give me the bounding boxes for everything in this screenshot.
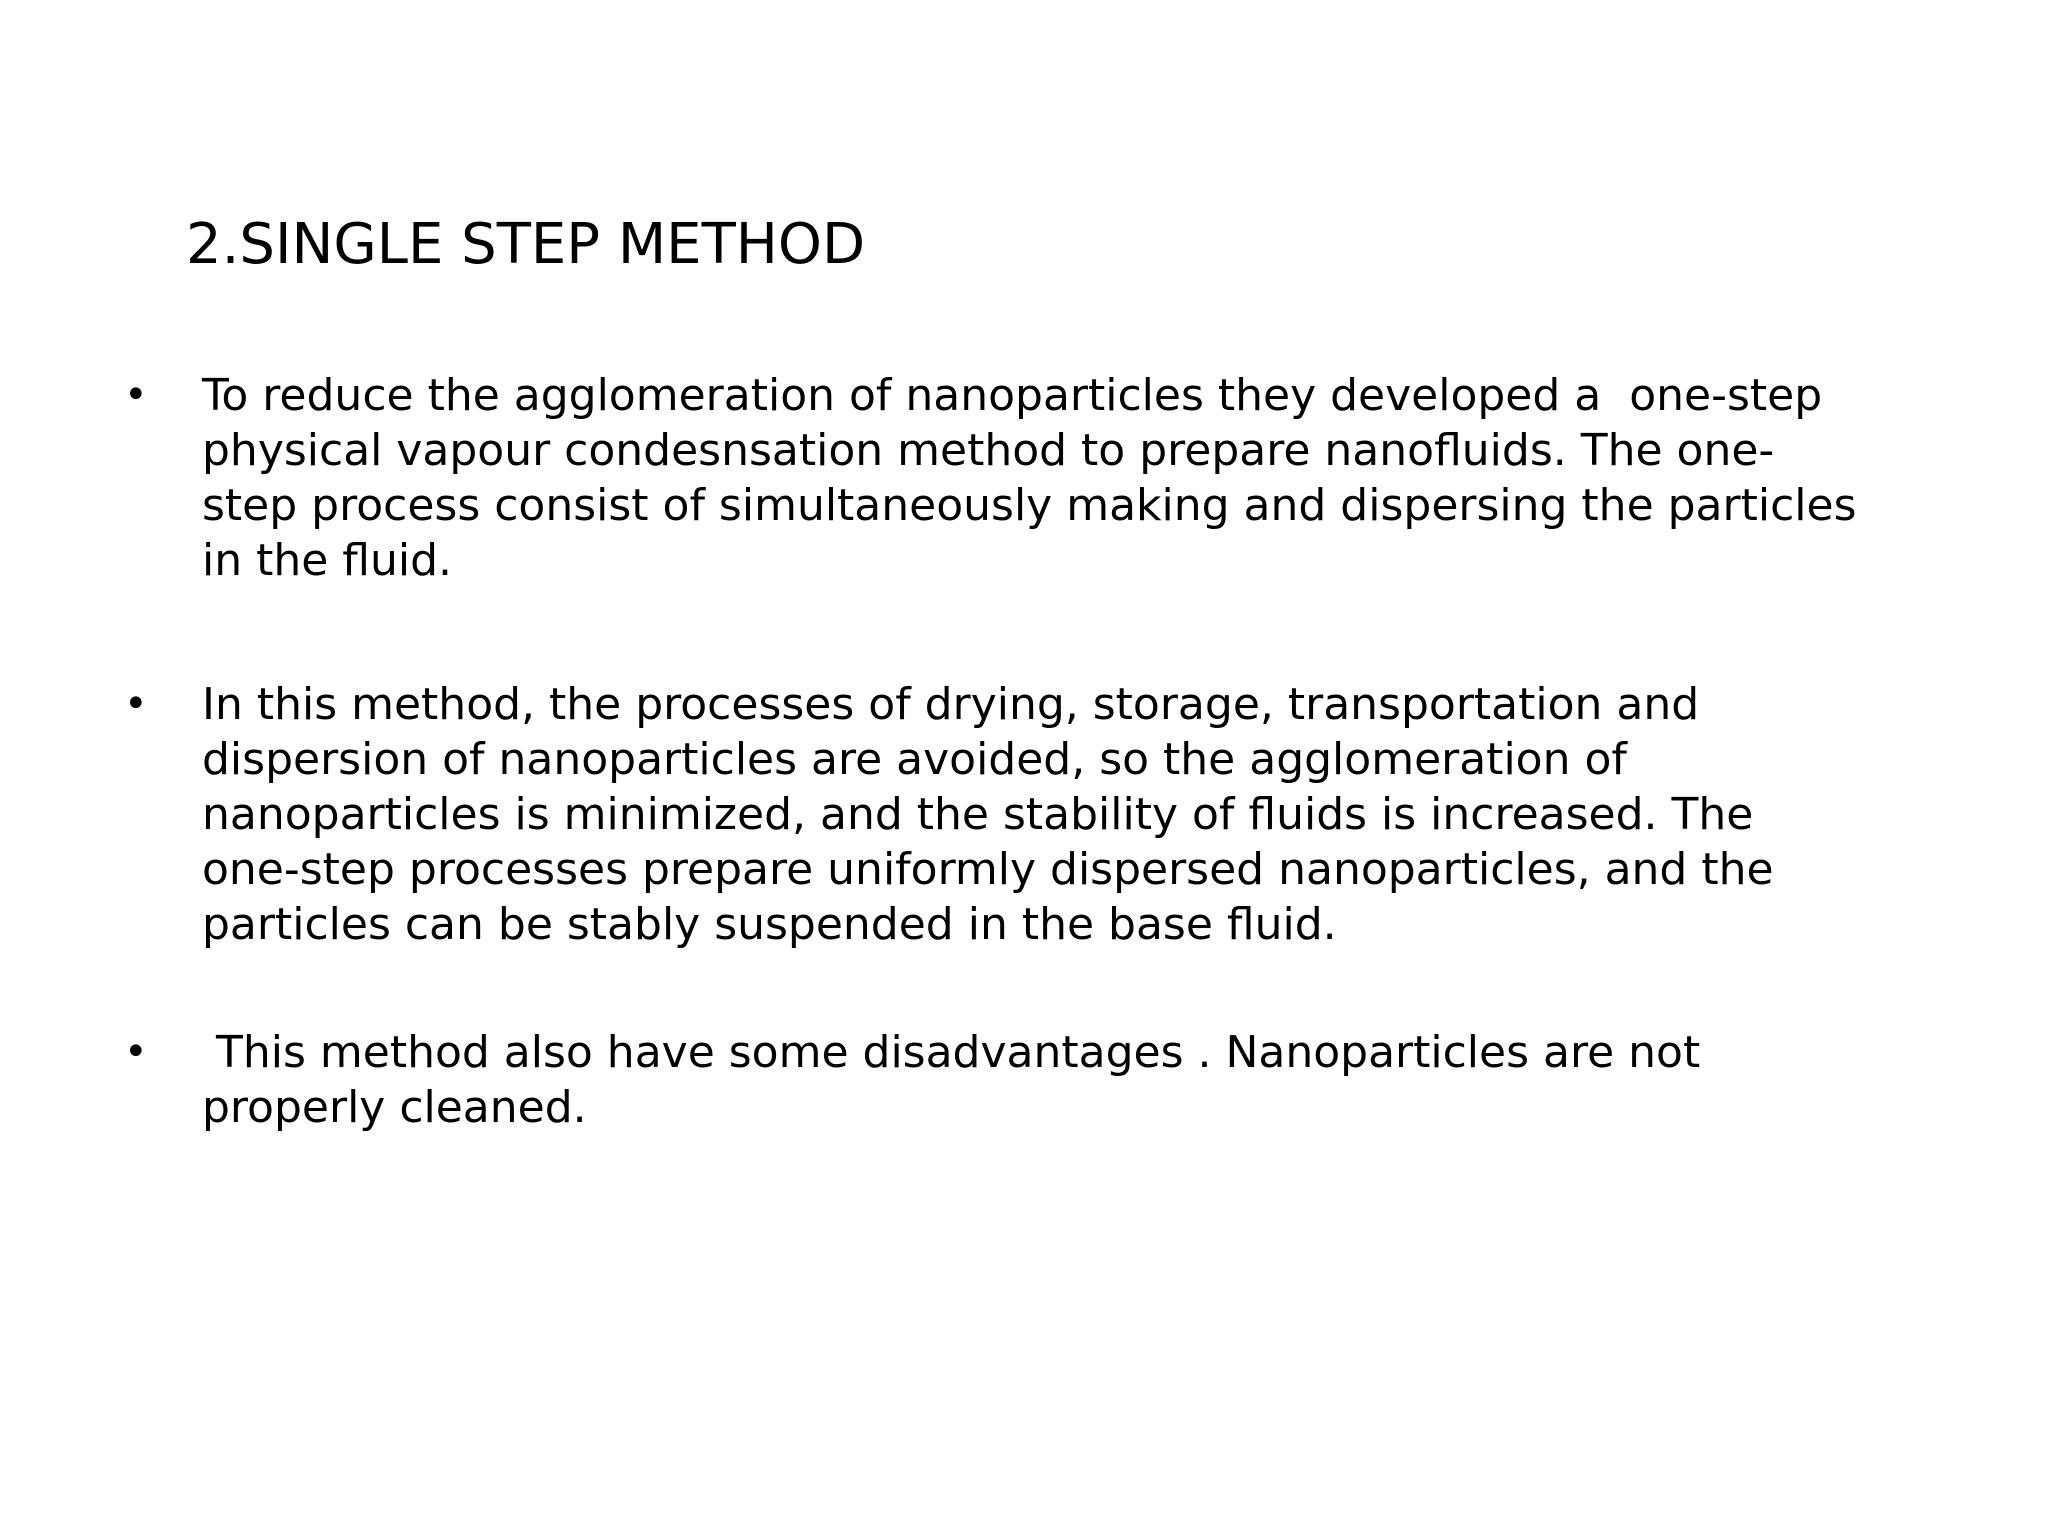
bullet-marker: • xyxy=(124,1029,148,1075)
bullet-line: physical vapour condesnsation method to prepare nanofluids. The one- xyxy=(202,425,1775,476)
bullet-marker: • xyxy=(124,681,148,727)
bullet-marker: • xyxy=(124,372,148,418)
bullet-text xyxy=(202,1025,1962,1135)
bullet-line: nanoparticles is minimized, and the stability of fluids is increased. The xyxy=(202,789,1754,840)
slide-title: 2.SINGLE STEP METHOD xyxy=(186,212,866,277)
bullet-line: dispersion of nanoparticles are avoided, so the agglomeration of xyxy=(202,734,1627,785)
bullet-line: To reduce the agglomeration of nanoparticles they developed a one-step xyxy=(202,370,1823,421)
bullet-text xyxy=(202,368,1962,588)
bullet-text xyxy=(202,677,1962,952)
bullet-line: particles can be stably suspended in the base fluid. xyxy=(202,899,1337,950)
bullet-line: step process consist of simultaneously making and dispersing the particles xyxy=(202,480,1857,531)
bullet-line: in the fluid. xyxy=(202,535,453,586)
bullet-line: In this method, the processes of drying, storage, transportation and xyxy=(202,679,1700,730)
bullet-line: properly cleaned. xyxy=(202,1082,587,1133)
bullet-line: This method also have some disadvantages . Nanoparticles are not xyxy=(202,1027,1701,1078)
bullet-line: one-step processes prepare uniformly dispersed nanoparticles, and the xyxy=(202,844,1774,895)
